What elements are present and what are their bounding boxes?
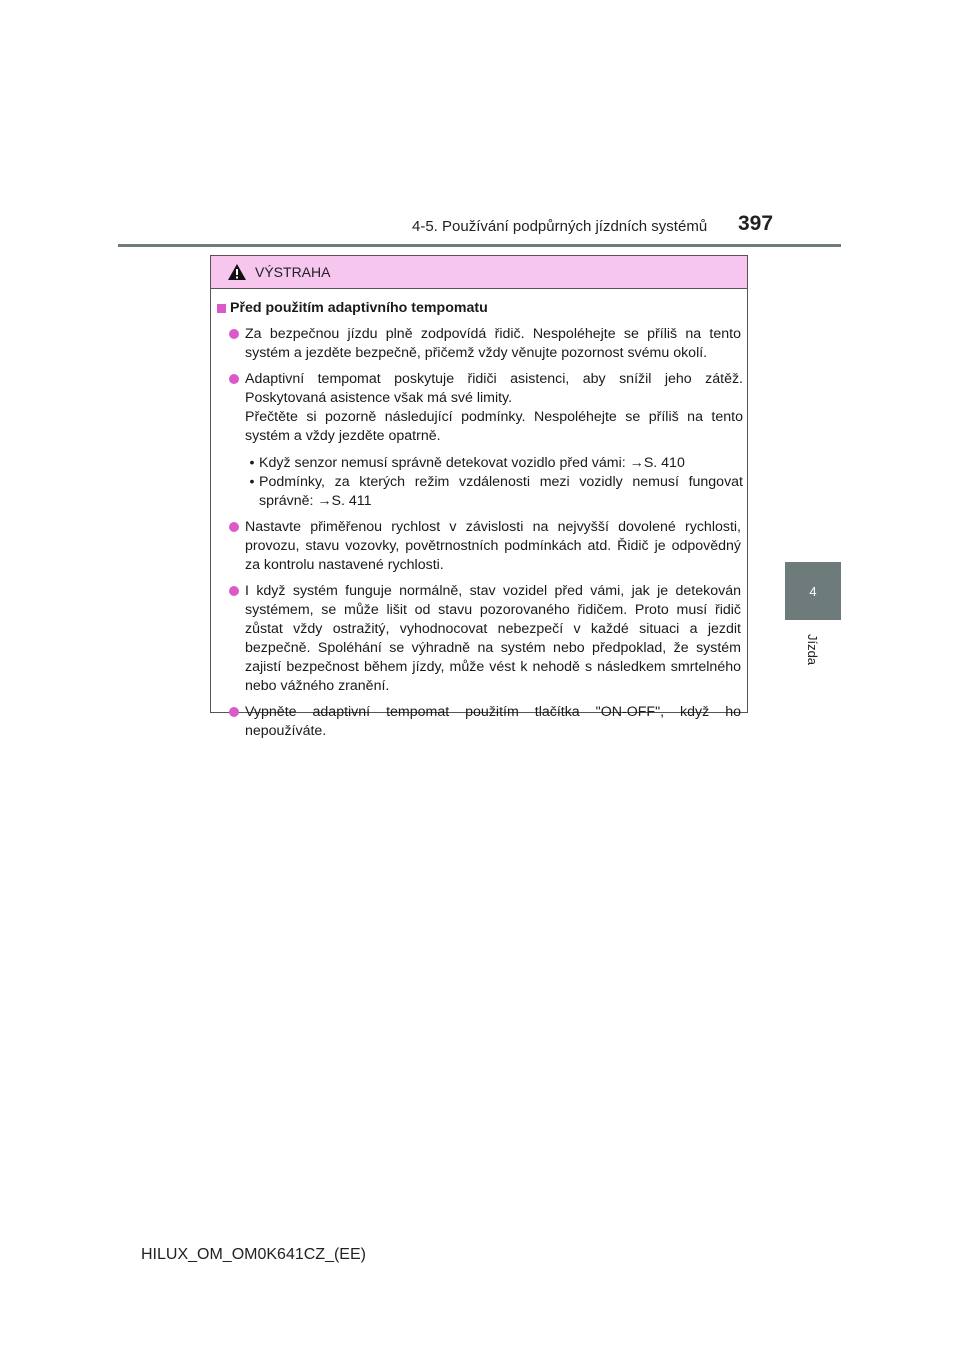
list-item: Nastavte přiměřenou rychlost v závislosti na nejvyšší dovolené rychlosti, provozu, stavu vozovky, povětrnostních podmínkách atd. Řidič je odpovědný za kontrolu nastavené rychlosti. — [217, 518, 741, 575]
page-number: 397 — [738, 212, 774, 235]
warning-body — [211, 289, 747, 741]
dot-bullet-icon — [229, 707, 239, 717]
sub-item: • Když senzor nemusí správně detekovat vozidlo před vámi: →S. 410 — [245, 454, 743, 473]
item-continuation: Přečtěte si pozorně následující podmínky. Nespoléhejte se příliš na tento systém a vždy jezděte opatrně. — [245, 409, 743, 444]
header-section-title: 4-5. Používání podpůrných jízdních systémů — [412, 218, 708, 235]
list-item: Adaptivní tempomat poskytuje řidiči asistenci, aby snížil jeho zátěž. Poskytovaná asistence však má své limity. Přečtěte si pozorně následující podmínky. Nespoléhejte se příliš na tento systém a vždy jezděte opatrně. • Když senzor nemusí správně detekovat vozidlo před vámi: →S. 410 • Podmínky, za kterých režim vzdálenosti mezi vozidly nemusí fungovat správně: →S. 411 — [217, 370, 741, 511]
list-item: I když systém funguje normálně, stav vozidel před vámi, jak je detekován systémem, se může lišit od stavu pozorovaného řidičem. Proto musí řidič zůstat vždy ostražitý, vyhodnocovat nebezpečí v každé situaci a jezdit bezpečně. Spoléhání se výhradně na systém nebo předpoklad, že systém zajistí bezpečnost během jízdy, může vést k nehodě s následkem smrtelného nebo vážného zranění. — [217, 582, 741, 696]
warning-title: VÝSTRAHA — [255, 264, 331, 280]
sub-item: • Podmínky, za kterých režim vzdálenosti mezi vozidly nemusí fungovat správně: →S. 411 — [245, 473, 743, 511]
dot-bullet-icon — [229, 329, 239, 339]
list-item: Za bezpečnou jízdu plně zodpovídá řidič. Nespoléhejte se příliš na tento systém a jezděte bezpečně, přičemž vždy věnujte pozornost svému okolí. — [217, 325, 741, 363]
sub-bullet: • — [249, 455, 255, 471]
warning-triangle-icon — [227, 263, 247, 281]
dot-bullet-icon — [229, 586, 239, 596]
chapter-label: Jízda — [805, 633, 821, 665]
warning-box — [210, 255, 748, 739]
chapter-number: 4 — [809, 583, 817, 599]
dot-bullet-icon — [229, 522, 239, 532]
chapter-tab[interactable] — [785, 562, 841, 620]
list-item: Vypněte adaptivní tempomat použitím tlačítka "ON-OFF", když ho nepoužíváte. — [217, 703, 741, 741]
header-rule — [118, 244, 841, 247]
footer-document-code: HILUX_OM_OM0K641CZ_(EE) — [141, 1246, 366, 1263]
sub-bullet: • — [249, 474, 255, 490]
section-heading: Před použitím adaptivního tempomatu — [217, 299, 741, 318]
warning-header — [211, 256, 747, 289]
dot-bullet-icon — [229, 374, 239, 384]
square-bullet-icon — [217, 304, 226, 313]
